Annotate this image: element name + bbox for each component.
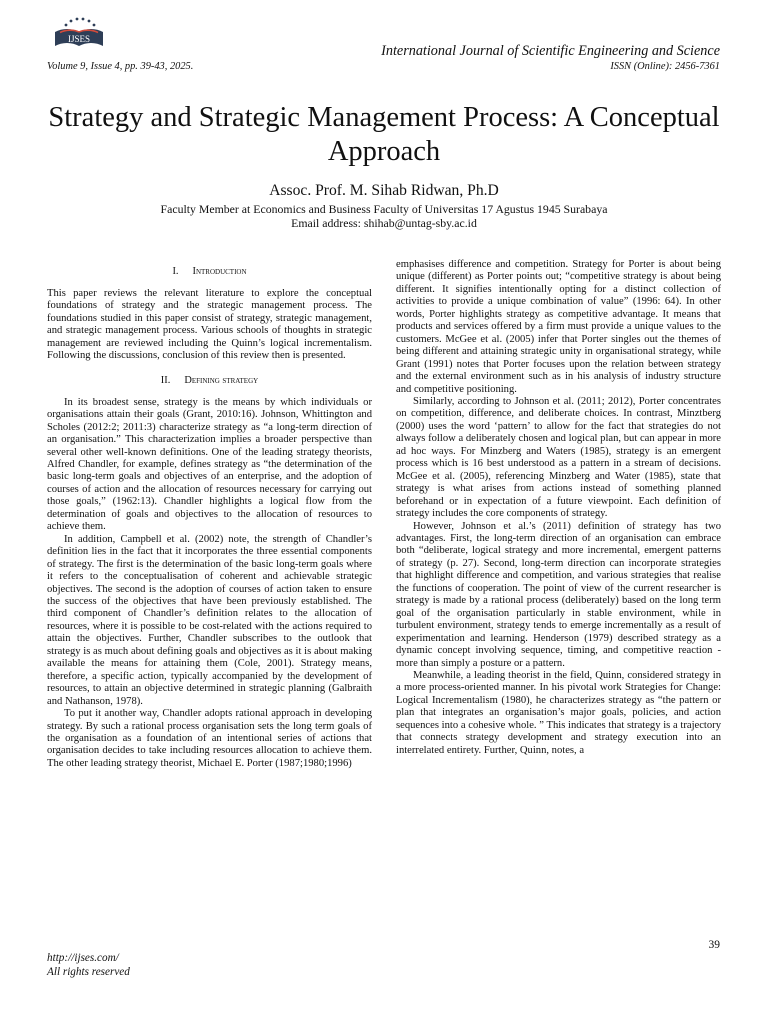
footer-rights: All rights reserved xyxy=(47,966,130,978)
author-name: Assoc. Prof. M. Sihab Ridwan, Ph.D xyxy=(269,182,499,199)
journal-logo xyxy=(46,14,112,54)
volume-info: Volume 9, Issue 4, pp. 39-43, 2025. xyxy=(47,61,194,72)
section-heading-defining-strategy xyxy=(47,374,372,388)
body-paragraph: emphasises difference and competition. Strategy for Porter is about being unique (different) as Porter points out; “competitive strategy is about being different. It signifies intentionally opting for a distinct collection of activities to provide a unique combination of value” (1996: 64). In other words, Porter highlights strategy as competitive advantage. It means that products and services offered by a firm must provide a unique values to the customers. McGee et al. (2005) infer that Porter singles out the themes of being different and attaining strategic unity in organisational strategy, while Grant (1991) notes that Porter focuses upon the relation between strategy and the external environment such as in his analysis of industry structure and competitive positioning. xyxy=(396,259,721,395)
logo-text: IJSES xyxy=(67,34,91,44)
body-paragraph: In its broadest sense, strategy is the means by which individuals or organisations attain their goals (Grant, 2010:16). Johnson, Whittington and Scholes (2012:2; 2011:3) characterize strategy as “a long-term direction of an organisation.” This characterization implies a broader perspective than several other well-known definitions. One of the leading strategy theorists, Alfred Chandler, for example, defines strategy as “the determination of the basic long-term goals and objectives of an enterprise, and the adoption of courses of action and the allocation of resources necessary for carrying out those goals,” (1962:13). Chandler highlights a logical flow from the determination of goals and objectives to the allocation of resources to achieve them. xyxy=(47,396,372,533)
journal-name: International Journal of Scientific Engineering and Science xyxy=(381,43,720,59)
section-title: Defining strategy xyxy=(184,374,259,386)
issn: ISSN (Online): 2456-7361 xyxy=(610,61,720,72)
body-paragraph: To put it another way, Chandler adopts rational approach in developing strategy. By such a rational process organisation sets the long term goals of the organisation as a foundation of an intentional series of actions that organisation decides to take including resources allocation to achieve them. The other leading strategy theorist, Michael E. Porter (1987;1980;1996) xyxy=(47,708,372,769)
footer-url[interactable]: http://ijses.com/ xyxy=(47,952,119,964)
section-number: II. xyxy=(160,374,171,386)
body-paragraph: However, Johnson et al.’s (2011) definition of strategy has two advantages. First, the long-term direction of an organisation can embrace both “deliberate, logical strategy and more incremental, emergent patterns of strategy (p. 27). Second, long-term direction can incorporate strategies that highlight difference and competition, and various strategies that realise the functions of cooperation. The point of view of the current researcher is strategy is made by a rational process (deliberately) based on the long term goal of the organisation particularly in stable environment, while in turbulent environment, strategy tends to emerge incrementally as a result of experimentation and learning. Henderson (1979) described strategy as a dynamic concept involving sequence, timing, and competitive reaction - more than simply a posture or a pattern. xyxy=(396,520,721,669)
author-email: Email address: shihab@untag-sby.ac.id xyxy=(291,216,477,230)
right-column xyxy=(396,259,721,757)
left-column xyxy=(47,262,372,770)
page-number: 39 xyxy=(708,939,720,951)
body-paragraph: Similarly, according to Johnson et al. (2011; 2012), Porter concentrates on competition, difference, and deliberate choices. In contrast, Minztberg (2000) uses the word ‘pattern’ to allow for the fact that strategies do not always follow a deliberately chosen and logical plan, but can appear in more ad hoc ways. For Minzberg and Waters (1985), strategy is an emergent process which is 16 best understood as a pattern in a stream of decisions. McGee et al. (2005), referencing Minzberg and Water (1985), state that strategy is what arises from actions instead of something planned beforehand or in expectation of a future viewpoint. Each definition of strategy includes the core components of strategy. xyxy=(396,395,721,520)
body-paragraph: In addition, Campbell et al. (2002) note, the strength of Chandler’s definition lies in the fact that it incorporates the three essential components of strategy. The first is the determination of the basic long-term goals where it refers to the conceptualisation of coherent and achievable strategic objectives. The second is the adoption of courses of action taken to ensure the success of the objectives that have been previously established. The third component of Chandler’s definition relates to the allocation of resources, where it is possible to be cost-related with the actions required to attain the objectives. Further, Chandler subscribes to the outlook that strategy is as much about defining goals and objectives as it is about making available the means for attaining them (Cole, 2001). Strategy means, therefore, a specific action, typically accompanied by the development of resources, to attain an objective determined in strategic planning (Galbraith and Nathanson, 1978). xyxy=(47,533,372,707)
intro-paragraph: This paper reviews the relevant literature to explore the conceptual foundations of strategy and the strategic management process. The foundations studied in this paper consist of strategy, strategic management, and strategic management process. Various schools of thoughts in strategic management are reviewed including the Quinn’s logical incrementalism. Following the discussions, conclusion of this review then is presented. xyxy=(47,288,372,362)
section-title: Introduction xyxy=(192,266,247,277)
body-paragraph: Meanwhile, a leading theorist in the field, Quinn, considered strategy in a more process-oriented manner. In his pivotal work Strategies for Change: Logical Incrementalism (1980), he characterizes strategy as “the pattern or plan that integrates an organisation’s major goals, policies, and action sequences into a cohesive whole. ” This indicates that strategy is a trajectory that connects strategy development and strategy execution into an interrelated entirety. Further, Quinn, notes, a xyxy=(396,669,721,756)
author-affiliation: Faculty Member at Economics and Business Faculty of Universitas 17 Agustus 1945 Surabaya xyxy=(160,202,608,216)
section-heading-introduction xyxy=(47,265,372,279)
page-footer xyxy=(47,951,130,979)
section-number: I. xyxy=(172,266,179,277)
paper-title: Strategy and Strategic Management Process: A Conceptual Approach xyxy=(48,102,720,167)
